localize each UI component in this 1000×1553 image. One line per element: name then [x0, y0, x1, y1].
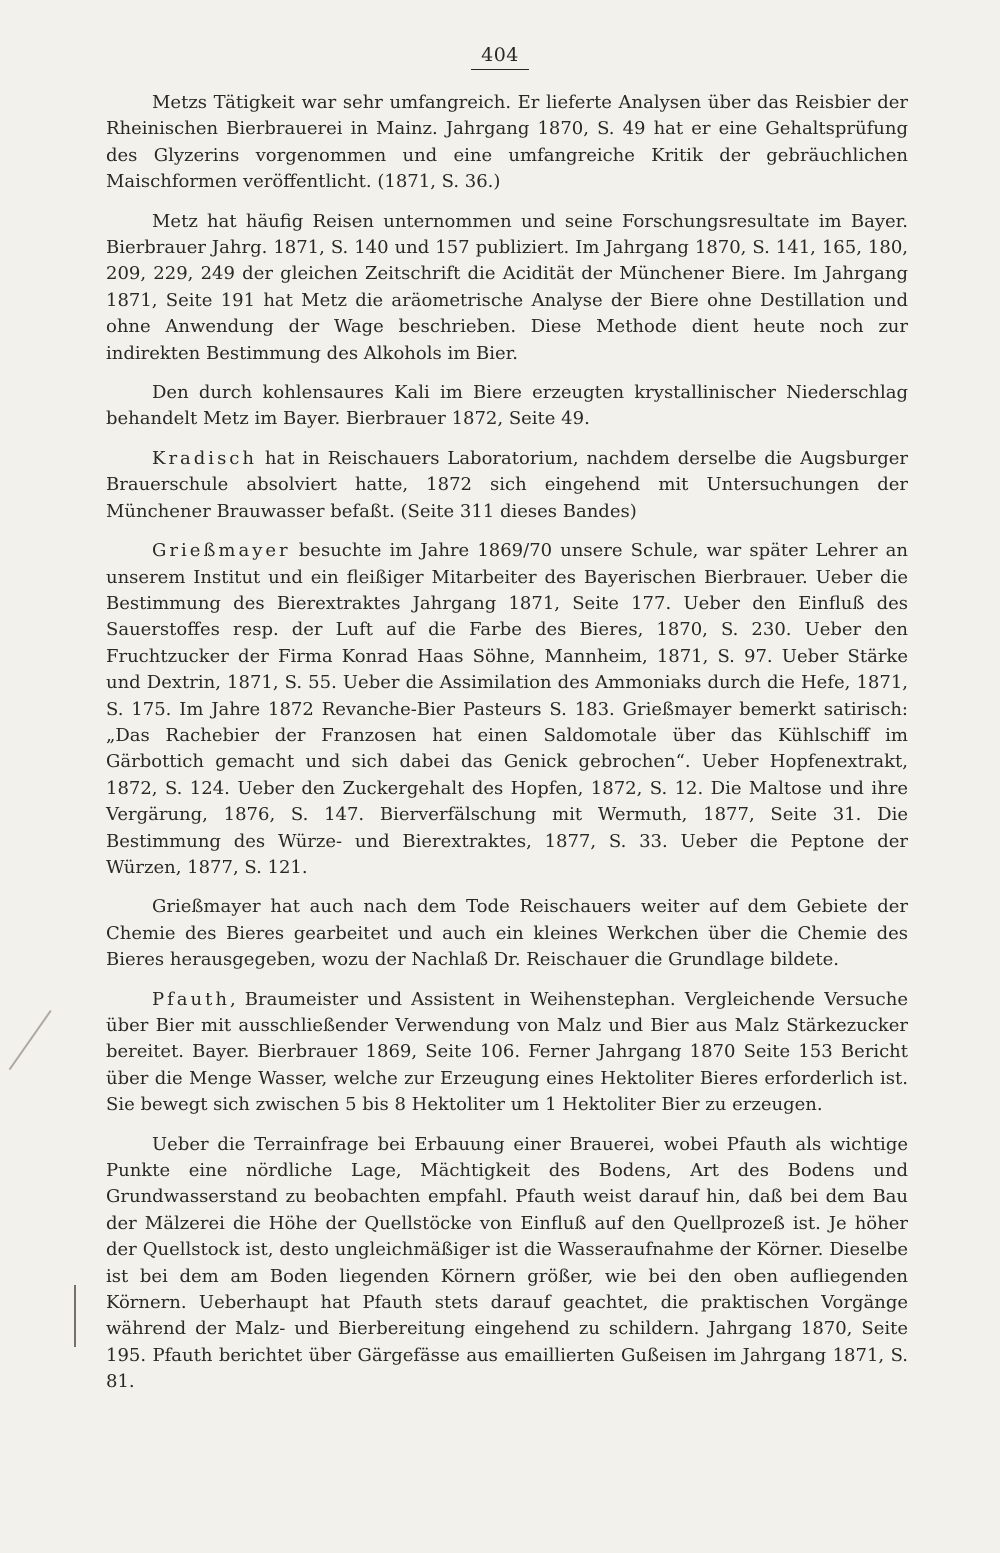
paragraph — [106, 1132, 908, 1396]
paragraph — [106, 538, 908, 881]
paragraph-text: Den durch kohlensaures Kali im Biere erzeugten krystallinischer Niederschlag behandelt Metz im Bayer. Bierbrauer 1872, Seite 49. — [106, 382, 908, 430]
person-name: Kradisch — [152, 447, 257, 469]
person-name: Pfauth — [152, 988, 230, 1010]
paragraph-text: besuchte im Jahre 1869/70 unsere Schule, war später Lehrer an unserem Institut und ein fleißiger Mitarbeiter des Bayerischen Bierbrauer. Ueber die Bestimmung des Bierextraktes Jahrgang 1871, Seite 177. Ueber den Einfluß des Sauerstoffes resp. der Luft auf die Farbe des Bieres, 1870, S. 230. Ueber den Fruchtzucker der Firma Konrad Haas Söhne, Mannheim, 1871, S. 97. Ueber Stärke und Dextrin, 1871, S. 55. Ueber die Assimilation des Ammoniaks durch die Hefe, 1871, S. 175. Im Jahre 1872 Revanche-Bier Pasteurs S. 183. Grießmayer bemerkt satirisch: „Das Rachebier der Franzosen hat einen Saldomotale über das Kühlschiff im Gärbottich gemacht und sich dabei das Genick gebrochen“. Ueber Hopfenextrakt, 1872, S. 124. Ueber den Zuckergehalt des Hopfen, 1872, S. 12. Die Maltose und ihre Vergärung, 1876, S. 147. Bierverfälschung mit Wermuth, 1877, Seite 31. Die Bestimmung des Würze- und Bierextraktes, 1877, S. 33. Ueber die Peptone der Würzen, 1877, S. 121. — [106, 540, 908, 878]
body-text — [106, 90, 908, 1409]
paragraph — [106, 987, 908, 1119]
paragraph-text: Metz hat häufig Reisen unternommen und seine Forschungsresultate im Bayer. Bierbrauer Jahrg. 1871, S. 140 und 157 publiziert. Im Jahrgang 1870, S. 141, 165, 180, 209, 229, 249 der gleichen Zeitschrift die Acidität der Münchener Biere. Im Jahrgang 1871, Seite 191 hat Metz die aräometrische Analyse der Biere ohne Destillation und ohne Anwendung der Wage beschrieben. Diese Methode dient heute noch zur indirekten Bestimmung des Alkohols im Bier. — [106, 210, 908, 364]
paragraph — [106, 90, 908, 196]
paragraph-text: Ueber die Terrainfrage bei Erbauung einer Brauerei, wobei Pfauth als wichtige Punkte eine nördliche Lage, Mächtigkeit des Bodens, Art des Bodens und Grundwasserstand zu beobachten empfahl. Pfauth weist darauf hin, daß bei dem Bau der Mälzerei die Höhe der Quellstöcke von Einfluß auf den Quellprozeß ist. Je höher der Quellstock ist, desto ungleichmäßiger ist die Wasseraufnahme der Körner. Dieselbe ist bei dem am Boden liegenden Körnern größer, wie bei den oben aufliegenden Körnern. Ueberhaupt hat Pfauth stets darauf geachtet, die praktischen Vorgänge während der Malz- und Bierbereitung eingehend zu schildern. Jahrgang 1870, Seite 195. Pfauth berichtet über Gärgefässe aus emaillierten Gußeisen im Jahrgang 1871, S. 81. — [106, 1133, 908, 1393]
paragraph — [106, 446, 908, 525]
paragraph — [106, 209, 908, 367]
pencil-mark — [74, 1285, 76, 1347]
page-number — [0, 44, 1000, 70]
paragraph — [106, 894, 908, 973]
page-number-text: 404 — [471, 44, 529, 70]
paragraph-text: Metzs Tätigkeit war sehr umfangreich. Er lieferte Analysen über das Reisbier der Rheinischen Bierbrauerei in Mainz. Jahrgang 1870, S. 49 hat er eine Gehaltsprüfung des Glyzerins vorgenommen und eine umfangreiche Kritik der gebräuchlichen Maischformen veröffentlicht. (1871, S. 36.) — [106, 92, 908, 193]
paragraph — [106, 380, 908, 433]
paragraph-text: , Braumeister und Assistent in Weihenstephan. Vergleichende Versuche über Bier mit ausschließender Verwendung von Malz und Bier aus Malz Stärkezucker bereitet. Bayer. Bierbrauer 1869, Seite 106. Ferner Jahrgang 1870 Seite 153 Bericht über die Menge Wasser, welche zur Erzeugung eines Hektoliter Bieres erforderlich ist. Sie bewegt sich zwischen 5 bis 8 Hektoliter um 1 Hektoliter Bier zu erzeugen. — [106, 988, 908, 1116]
person-name: Grießmayer — [152, 540, 291, 562]
paragraph-text: hat in Reischauers Laboratorium, nachdem derselbe die Augsburger Brauerschule absolviert hatte, 1872 sich eingehend mit Untersuchungen der Münchener Brauwasser befaßt. (Seite 311 dieses Bandes) — [106, 447, 908, 522]
paragraph-text: Grießmayer hat auch nach dem Tode Reischauers weiter auf dem Gebiete der Chemie des Bieres gearbeitet und auch ein kleines Werkchen über die Chemie des Bieres herausgegeben, wozu der Nachlaß Dr. Reischauer die Grundlage bildete. — [106, 896, 908, 971]
pencil-mark — [9, 1010, 52, 1070]
